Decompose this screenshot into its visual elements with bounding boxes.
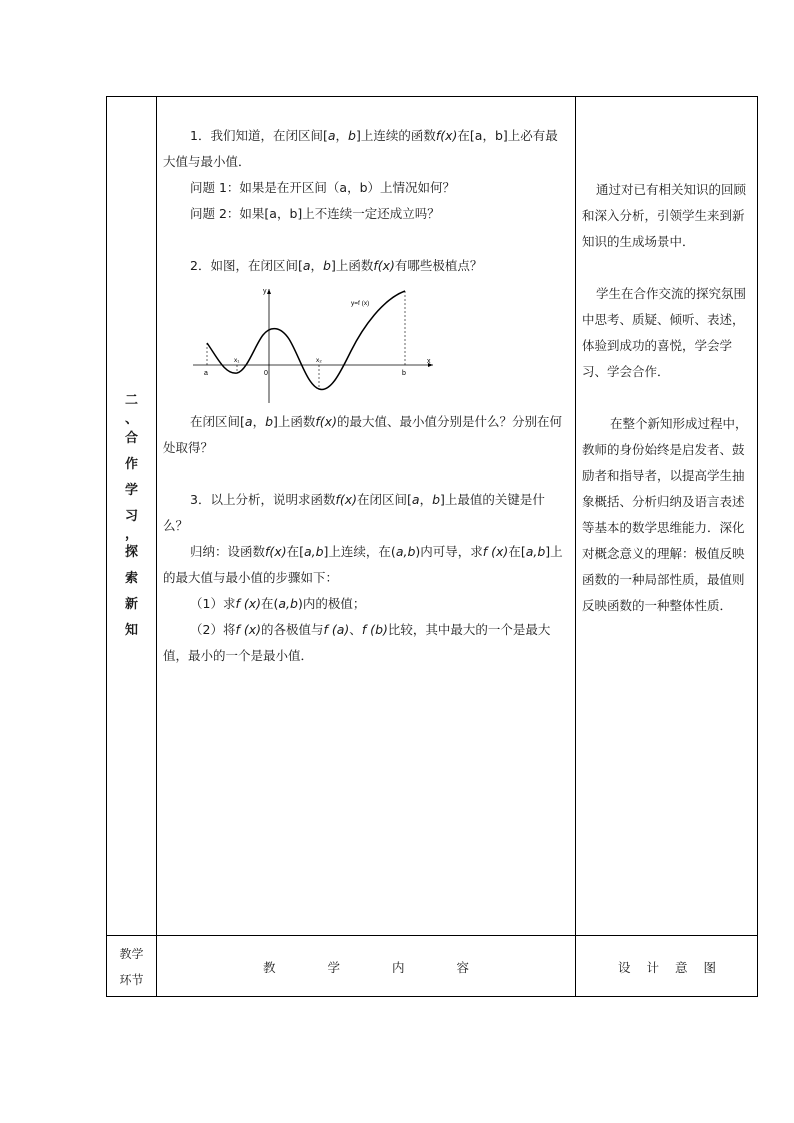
function-graph xyxy=(185,285,435,405)
section-char: 二 xyxy=(124,393,138,408)
point-x1-label: x₁ xyxy=(234,357,240,364)
section-char: ， xyxy=(124,527,138,542)
curve-label: y=f (x) xyxy=(351,300,370,307)
footer-label-line-2: 环节 xyxy=(119,972,144,987)
section-char: 习 xyxy=(124,509,138,524)
question-2: 问题 2：如果[a，b]上不连续一定还成立吗？ xyxy=(190,206,440,221)
paragraph-5: 归纳：设函数f(x)在[a,b]上连续，在(a,b)内可导，求f (x)在[a,b]上的最大值与最小值的步骤如下： xyxy=(163,544,563,585)
footer-design-char: 图 xyxy=(703,959,717,975)
paragraph-1: 1．我们知道，在闭区间[a，b]上连续的函数f(x)在[a，b]上必有最大值与最小值． xyxy=(163,128,558,169)
question-1: 问题 1：如果是在开区间（a，b）上情况如何？ xyxy=(190,180,456,195)
section-char: 作 xyxy=(124,457,138,472)
section-char: 索 xyxy=(124,571,138,586)
section-char: 学 xyxy=(124,483,138,498)
lesson-table xyxy=(106,96,758,997)
footer-design-char: 意 xyxy=(675,959,688,975)
section-char: 知 xyxy=(124,623,138,638)
point-x2-label: x₂ xyxy=(316,357,322,364)
design-paragraph-1: 通过对已有相关知识的回顾和深入分析，引领学生来到新知识的生成场景中． xyxy=(582,182,747,249)
paragraph-4: 3．以上分析，说明求函数f(x)在闭区间[a，b]上最值的关键是什么？ xyxy=(163,492,545,533)
design-paragraph-3: 在整个新知形成过程中，教师的身份始终是启发者、鼓励者和指导者，以提高学生抽象概括、分析归纳及语言表述等基本的数学思维能力．深化对概念意义的理解：极值反映函数的一种局部性质，最值则反映函数的一种整体性质． xyxy=(582,416,748,613)
footer-content-heading xyxy=(157,936,575,997)
y-axis-label: y xyxy=(263,288,267,295)
footer-content-char: 教 xyxy=(262,959,276,975)
footer-label xyxy=(107,936,156,997)
curve xyxy=(207,291,405,389)
footer-design-heading xyxy=(576,936,758,997)
section-char: 探 xyxy=(124,545,138,560)
step-1: （1）求f (x)在(a,b)内的极值； xyxy=(190,596,366,611)
footer-content-char: 内 xyxy=(392,959,405,975)
footer-label-line-1: 教学 xyxy=(119,946,144,961)
paragraph-3: 在闭区间[a，b]上函数f(x)的最大值、最小值分别是什么？分别在何处取得？ xyxy=(163,414,562,455)
origin-label: 0 xyxy=(264,370,268,377)
design-intent xyxy=(576,97,758,935)
paragraph-2: 2．如图，在闭区间[a，b]上函数f(x)有哪些极植点？ xyxy=(190,258,483,273)
x-axis-label: x xyxy=(427,358,431,365)
section-label xyxy=(107,97,156,935)
point-b-label: b xyxy=(402,370,406,377)
footer-content-char: 学 xyxy=(327,959,340,975)
section-char: 新 xyxy=(124,597,138,612)
teaching-content xyxy=(157,97,575,935)
section-char: 合 xyxy=(124,431,138,446)
point-a-label: a xyxy=(204,370,208,377)
footer-design-char: 设 xyxy=(617,959,631,975)
footer-content-char: 容 xyxy=(456,959,470,975)
footer-design-char: 计 xyxy=(646,959,659,975)
design-paragraph-2: 学生在合作交流的探究氛围中思考、质疑、倾听、表述，体验到成功的喜悦，学会学习、学会合作． xyxy=(582,286,747,379)
step-2: （2）将f (x)的各极值与f (a)、f (b)比较，其中最大的一个是最大值，最小的一个是最小值． xyxy=(163,622,551,663)
section-char: 、 xyxy=(124,412,138,427)
